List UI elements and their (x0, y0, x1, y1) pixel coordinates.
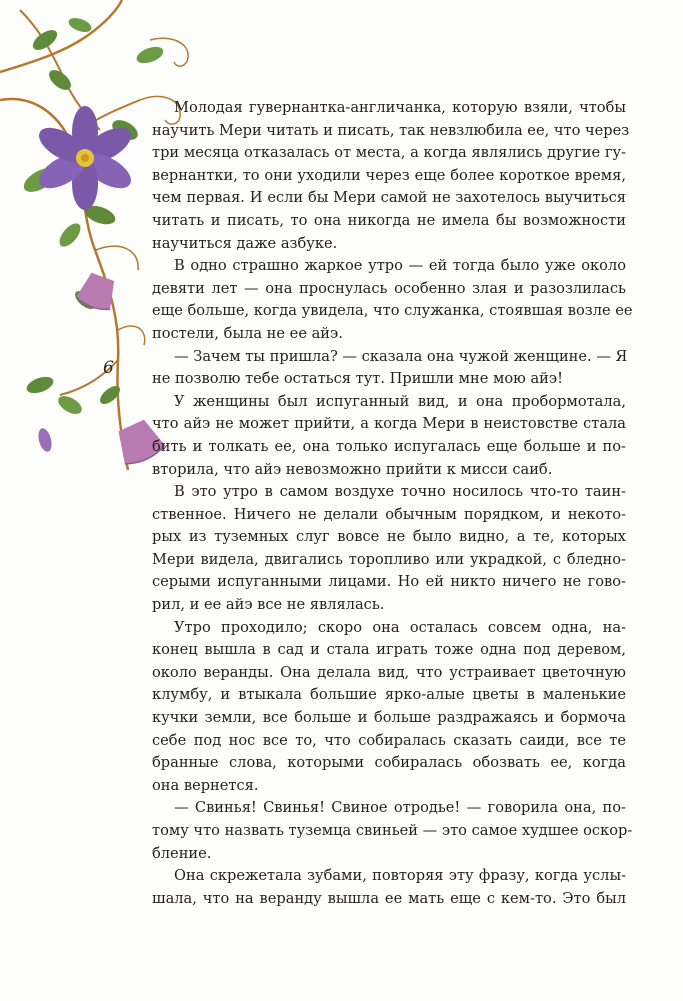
text-line: — Зачем ты пришла? — сказала она чужой женщине. — Я (174, 347, 628, 365)
text-line: ственное. Ничего не делали обычным порядком, и некото- (152, 505, 626, 523)
text-line: что айэ не может прийти, а когда Мери в неистовстве стала (152, 415, 626, 433)
text-line: себе под нос все то, что собиралась сказать саиди, все те (152, 731, 626, 749)
text-line: рил, и ее айэ все не являлась. (152, 596, 385, 614)
text-line: шала, что на веранду вышла ее мать еще с кем-то. Это был (152, 889, 626, 907)
leaf (134, 44, 165, 67)
leaf (67, 15, 94, 34)
text-line: научить Мери читать и писать, так невзлюбила ее, что через (152, 121, 630, 139)
text-line: Молодая гувернантка-англичанка, которую взяли, чтобы (174, 99, 626, 116)
text-line: еще больше, когда увидела, что служанка, стоявшая возле ее (152, 302, 633, 320)
text-line: научиться даже азбуке. (152, 234, 338, 252)
text-line: Она скрежетала зубами, повторяя эту фразу, когда услы- (174, 867, 626, 885)
text-line: не позволю тебе остаться тут. Пришли мне мою айэ! (152, 370, 563, 388)
text-line: клумбу, и втыкала большие ярко-алые цветы в маленькие (152, 686, 626, 704)
text-line: Утро проходило; скоро она осталась совсем одна, на- (174, 618, 626, 636)
text-line: бранные слова, которыми собиралась обозвать ее, когда (152, 754, 626, 772)
leaf (30, 26, 61, 54)
text-line: бить и толкать ее, она только испугалась еще больше и по- (152, 437, 626, 455)
text-line: кучки земли, все больше и больше раздражаясь и бормоча (152, 709, 626, 727)
flower-bud (36, 427, 54, 453)
text-line: серыми испуганными лицами. Но ей никто ничего не гово- (152, 573, 626, 591)
leaf (55, 392, 85, 417)
text-line: рых из туземных слуг вовсе не было видно, а те, которых (152, 528, 626, 546)
text-line: вернантки, то они уходили через еще более короткое время, (152, 166, 626, 184)
text-line: В это утро в самом воздухе точно носилось что-то таин- (174, 483, 626, 501)
text-line: девяти лет — она проснулась особенно злая и разозлилась (152, 279, 626, 297)
text-line: постели, была не ее айэ. (152, 324, 343, 342)
text-line: чем первая. И если бы Мери самой не захотелось выучиться (152, 189, 626, 207)
text-line: читать и писать, то она никогда не имела бы возможности (152, 211, 626, 229)
page-number: 6 (103, 358, 114, 378)
vine-tendril (118, 326, 145, 345)
vine-stem (0, 0, 122, 72)
text-line: около веранды. Она делала вид, что устраивает цветочную (152, 663, 626, 681)
text-line: бление. (152, 844, 212, 862)
text-line: тому что назвать туземца свиньей — это самое худшее оскор- (152, 822, 633, 839)
text-line: вторила, что айэ невозможно прийти к мисси саиб. (152, 460, 553, 478)
body-text (152, 97, 633, 910)
text-line: Мери видела, двигались торопливо или украдкой, с бледно- (152, 550, 626, 568)
text-line: три месяца отказалась от места, а когда являлись другие гу- (152, 144, 626, 162)
leaf (56, 220, 85, 250)
vine-tendril (96, 246, 138, 270)
text-line: В одно страшно жаркое утро — ей тогда было уже около (174, 257, 626, 275)
text-line: — Свинья! Свинья! Свиное отродье! — говорила она, по- (174, 799, 626, 817)
text-line: У женщины был испуганный вид, и она пробормотала, (174, 392, 626, 410)
text-line: она вернется. (152, 776, 259, 794)
text-line: конец вышла в сад и стала играть тоже одна под деревом, (152, 641, 626, 659)
leaf (24, 374, 55, 397)
